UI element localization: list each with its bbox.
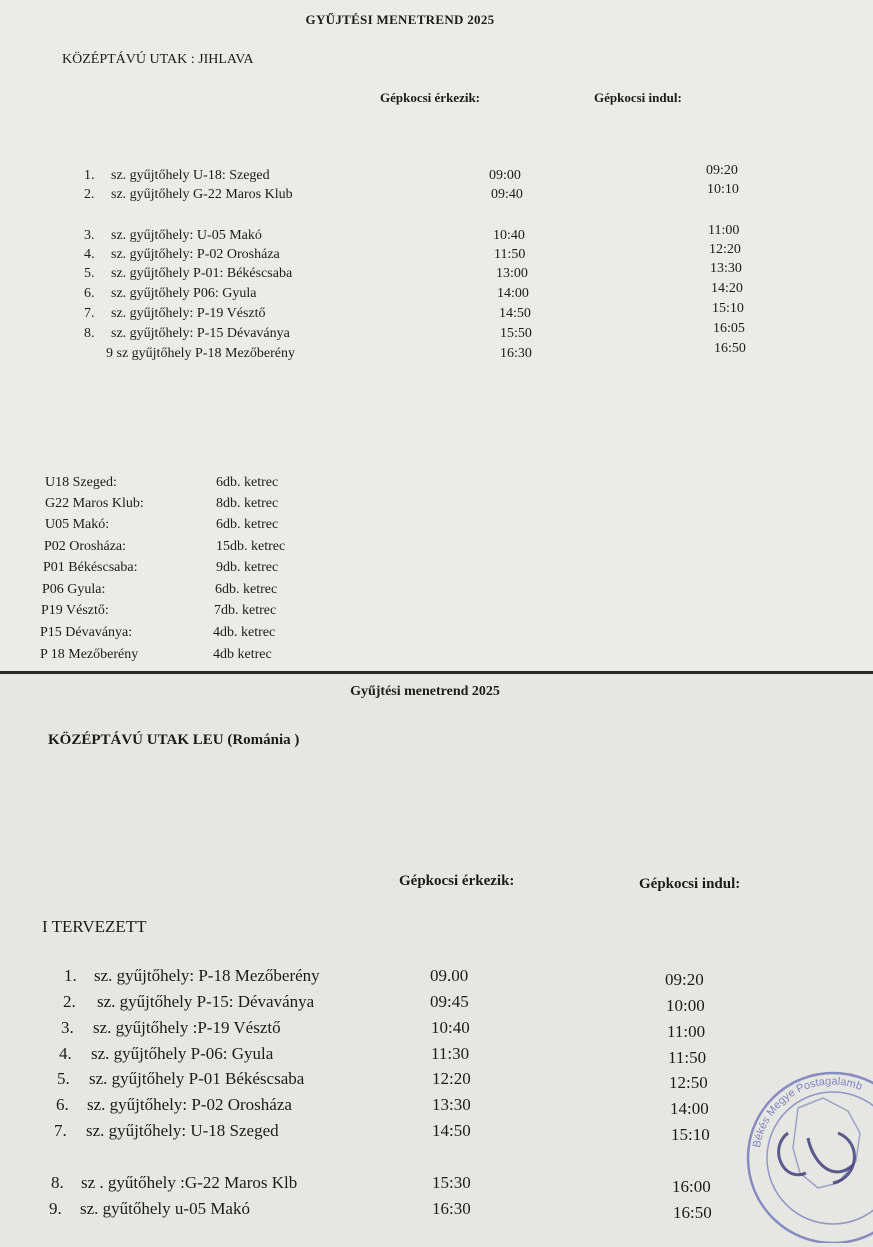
doc1-stop-name: sz. gyűjtőhely P06: Gyula <box>111 286 257 301</box>
doc1-stop-arrive: 14:00 <box>497 286 529 301</box>
doc2-stop-arrive: 11:30 <box>431 1044 470 1063</box>
doc1-cage-count: 4db ketrec <box>213 647 272 662</box>
doc1-route: KÖZÉPTÁVÚ UTAK : JIHLAVA <box>62 52 254 67</box>
doc1-cage-place: G22 Maros Klub: <box>45 496 144 511</box>
doc2-stop-number: 6. <box>56 1095 69 1114</box>
doc1-cage-count: 6db. ketrec <box>215 582 278 597</box>
doc2-stop-name: sz. gyűjtőhely: U-18 Szeged <box>86 1121 279 1140</box>
doc1-stop-name: sz. gyűjtőhely G-22 Maros Klub <box>111 187 293 202</box>
doc1-stop-depart: 16:50 <box>714 341 746 356</box>
doc1-cage-count: 6db. ketrec <box>216 475 279 490</box>
doc1-cage-place: P19 Vésztő: <box>41 603 109 618</box>
doc1-stop-number: 8. <box>84 326 95 341</box>
doc2-stop-arrive: 16:30 <box>432 1199 471 1218</box>
doc2-col-arrive: Gépkocsi érkezik: <box>399 873 515 889</box>
doc1-cage-place: P02 Orosháza: <box>44 539 127 554</box>
doc2-route: KÖZÉPTÁVÚ UTAK LEU (Románia ) <box>48 732 300 748</box>
doc1-stop-arrive: 11:50 <box>494 247 526 262</box>
doc1-stop-number: 1. <box>84 168 95 183</box>
doc2-stop-number: 9. <box>49 1199 62 1218</box>
doc1-cage-place: U05 Makó: <box>45 517 110 532</box>
doc2-stop-name: sz. gyűjtőhely: P-18 Mezőberény <box>94 966 320 985</box>
doc2-stop-depart: 12:50 <box>669 1073 708 1092</box>
doc1-stop-number: 3. <box>84 228 95 243</box>
doc2-stop-arrive: 10:40 <box>431 1018 470 1037</box>
doc2-stop-depart: 11:50 <box>668 1048 707 1067</box>
doc2-stop-number: 4. <box>59 1044 72 1063</box>
doc1-cage-count: 7db. ketrec <box>214 603 277 618</box>
doc1-cage-place: P15 Dévaványa: <box>40 625 133 640</box>
doc2-stop-arrive: 14:50 <box>432 1121 471 1140</box>
doc1-stop-name: sz. gyűjtőhely: P-19 Vésztő <box>111 306 266 321</box>
doc1-stop-name: sz. gyűjtőhely: P-15 Dévaványa <box>111 326 290 341</box>
doc2-stop-name: sz. gyűjtőhely: P-02 Orosháza <box>87 1095 292 1114</box>
doc1-stop-depart: 09:20 <box>706 163 738 178</box>
doc2-stop-arrive: 15:30 <box>432 1173 471 1192</box>
doc1-cage-place: P06 Gyula: <box>42 582 106 597</box>
doc1-col-depart: Gépkocsi indul: <box>594 90 682 105</box>
doc1-cage-count: 9db. ketrec <box>216 560 279 575</box>
stamp-seal <box>738 1053 873 1243</box>
doc2-stop-name: sz. gyűtőhely u-05 Makó <box>80 1199 250 1218</box>
doc2-stop-number: 8. <box>51 1173 64 1192</box>
doc1-stop-depart: 16:05 <box>713 321 745 336</box>
doc1-stop-depart: 10:10 <box>707 182 739 197</box>
doc2-col-depart: Gépkocsi indul: <box>639 876 741 892</box>
doc1-cage-count: 15db. ketrec <box>216 539 286 554</box>
doc2-stop-number: 3. <box>61 1018 74 1037</box>
doc2-stop-name: sz. gyűjtőhely P-06: Gyula <box>91 1044 274 1063</box>
doc1-stop-arrive: 16:30 <box>500 346 532 361</box>
doc2-stop-depart: 11:00 <box>667 1022 706 1041</box>
doc1-cage-place: P 18 Mezőberény <box>40 647 139 662</box>
doc2-section-label: I TERVEZETT <box>42 917 147 936</box>
doc1-stop-name: sz. gyűjtőhely: U-05 Makó <box>111 228 262 243</box>
doc1-stop-number: 2. <box>84 187 95 202</box>
doc1-stop-name: sz. gyűjtőhely P-01: Békéscsaba <box>111 266 293 281</box>
doc2-stop-depart: 14:00 <box>670 1099 709 1118</box>
doc2-stop-depart: 16:50 <box>673 1203 712 1222</box>
doc2-stop-number: 5. <box>57 1069 70 1088</box>
sheet-divider <box>0 671 873 674</box>
doc1-stop-name: sz. gyűjtőhely U-18: Szeged <box>111 168 270 183</box>
doc1-cage-count: 8db. ketrec <box>216 496 279 511</box>
doc1-stop-arrive: 09:40 <box>491 187 523 202</box>
doc1-stop-arrive: 09:00 <box>489 168 521 183</box>
doc2-stop-name: sz . gyűtőhely :G-22 Maros Klb <box>81 1173 298 1192</box>
doc1-stop-arrive: 13:00 <box>496 266 528 281</box>
doc1-stop-depart: 12:20 <box>709 242 741 257</box>
doc1-stop-name: 9 sz gyűjtőhely P-18 Mezőberény <box>106 346 295 361</box>
doc2-stop-number: 1. <box>64 966 77 985</box>
doc1-stop-number: 5. <box>84 266 95 281</box>
doc2-stop-depart: 10:00 <box>666 996 705 1015</box>
doc1-stop-depart: 14:20 <box>711 281 743 296</box>
doc1-cage-count: 6db. ketrec <box>216 517 279 532</box>
doc2-stop-arrive: 12:20 <box>432 1069 471 1088</box>
doc1-cage-place: P01 Békéscsaba: <box>43 560 138 575</box>
doc1-cage-count: 4db. ketrec <box>213 625 276 640</box>
doc1-stop-number: 4. <box>84 247 95 262</box>
doc2-title: Gyűjtési menetrend 2025 <box>350 684 500 699</box>
svg-text:Békés Megye Postagalamb: Békés Megye Postagalamb <box>751 1075 864 1149</box>
doc1-stop-depart: 15:10 <box>712 301 744 316</box>
doc2-stop-number: 7. <box>54 1121 67 1140</box>
doc2-stop-depart: 15:10 <box>671 1125 710 1144</box>
doc1-stop-arrive: 14:50 <box>499 306 531 321</box>
doc1-stop-number: 7. <box>84 306 95 321</box>
doc1-cage-place: U18 Szeged: <box>45 475 117 490</box>
doc1-stop-arrive: 10:40 <box>493 228 525 243</box>
doc2-stop-arrive: 13:30 <box>432 1095 471 1114</box>
doc1-col-arrive: Gépkocsi érkezik: <box>380 90 481 105</box>
doc2-stop-number: 2. <box>63 992 76 1011</box>
doc2-stop-arrive: 09:45 <box>430 992 469 1011</box>
doc2-stop-name: sz. gyűjtőhely P-01 Békéscsaba <box>89 1069 305 1088</box>
doc2-stop-name: sz. gyűjtőhely P-15: Dévaványa <box>97 992 315 1011</box>
doc1-stop-name: sz. gyűjtőhely: P-02 Orosháza <box>111 247 280 262</box>
doc1-stop-depart: 13:30 <box>710 261 742 276</box>
doc2-stop-name: sz. gyűjtőhely :P-19 Vésztő <box>93 1018 281 1037</box>
doc1-title: GYŰJTÉSI MENETREND 2025 <box>305 12 495 27</box>
doc1-stop-depart: 11:00 <box>708 223 740 238</box>
doc1-stop-number: 6. <box>84 286 95 301</box>
doc1-stop-arrive: 15:50 <box>500 326 532 341</box>
doc2-stop-depart: 16:00 <box>672 1177 711 1196</box>
doc2-stop-depart: 09:20 <box>665 970 704 989</box>
doc2-stop-arrive: 09.00 <box>430 966 469 985</box>
